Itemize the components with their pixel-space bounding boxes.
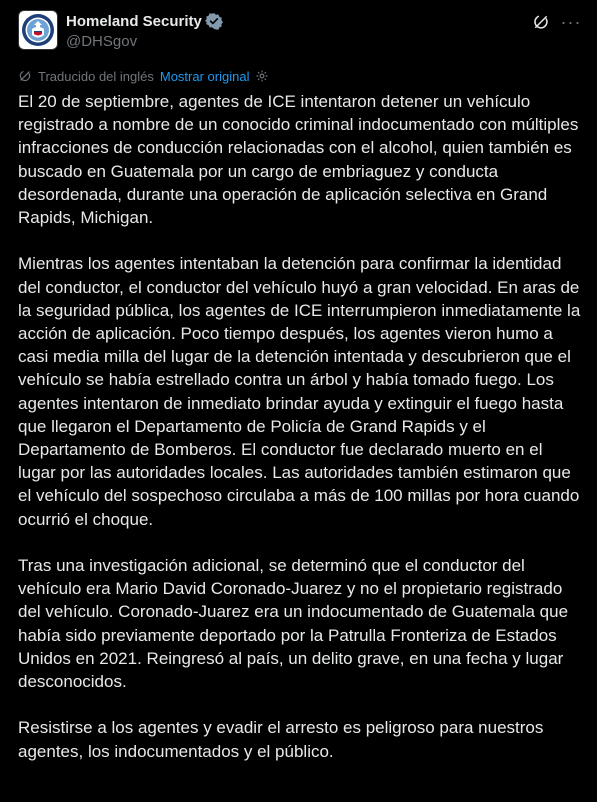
name-row [66,10,223,32]
dhs-seal-icon [21,13,55,47]
more-icon[interactable]: ··· [560,12,582,32]
display-name[interactable]: Homeland Security [66,12,202,30]
header-actions [531,10,581,32]
translated-label: Traducido del inglés [38,68,154,84]
gear-icon[interactable] [255,69,269,83]
account-names [66,10,223,50]
handle[interactable]: @DHSgov [66,33,138,50]
translation-bar [18,66,581,86]
show-original-link[interactable]: Mostrar original [159,68,250,84]
verified-badge-icon[interactable] [205,12,223,30]
paragraph: Resistirse a los agentes y evadir el arresto es peligroso para nuestros agentes, los indocumentados y el público. [18,718,544,761]
paragraph: Tras una investigación adicional, se determinó que el conductor del vehículo era Mario David Coronado-Juarez y no el propietario registrado del vehículo. Coronado-Juarez era un indocumentado de Guatemala que había sido previamente deportado por la Patrulla Fronteriza de Estados Unidos en 2021. Reingresó al país, un delito grave, en una fecha y lugar desconocidos. [18,556,569,692]
avatar[interactable] [18,10,58,50]
paragraph: El 20 de septiembre, agentes de ICE intentaron detener un vehículo registrado a nombre de un conocido criminal indocumentado con múltiples infracciones de conducción relacionadas con el alcohol, quien también es buscado en Guatemala por un cargo de embriaguez y conducta desordenada, durante una operación de aplicación selectiva en Grand Rapids, Michigan. [18,92,579,228]
post-text [18,90,583,763]
paragraph: Mientras los agentes intentaban la detención para confirmar la identidad del conductor, el conductor del vehículo huyó a gran velocidad. En aras de la seguridad pública, los agentes de ICE interrumpieron inmediatamente la acción de aplicación. Poco tiempo después, los agentes vieron humo a casi media milla del lugar de la detención intentada y descubrieron que el vehículo se había estrellado contra un árbol y había tomado fuego. Los agentes intentaron de inmediato brindar ayuda y extinguir el fuego hasta que llegaron el Departamento de Policía de Grand Rapids y el Departamento de Bomberos. El conductor fue declarado muerto en el lugar por las autoridades locales. Las autoridades también estimaron que el vehículo del sospechoso circulaba a más de 100 millas por hora cuando ocurrió el choque. [18,254,581,529]
translate-icon [18,69,32,83]
post-header [18,10,581,58]
grok-icon[interactable] [531,12,551,32]
